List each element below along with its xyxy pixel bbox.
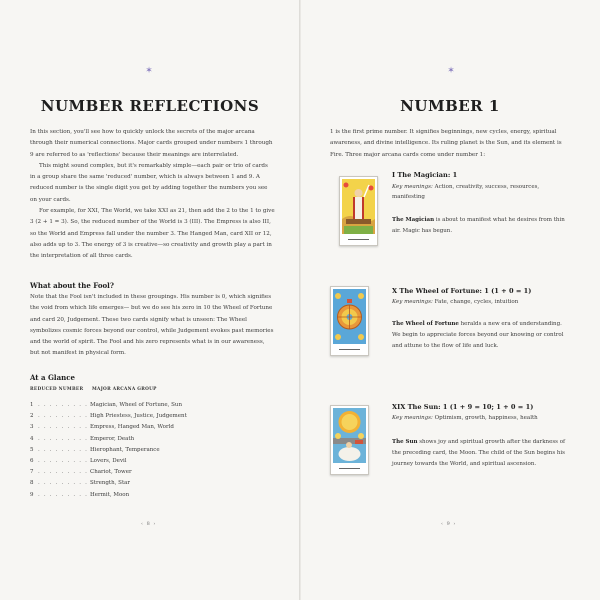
reduced-number: 6 [30, 458, 34, 464]
sun-illustration [333, 408, 366, 463]
magician-title: I The Magician: 1 [392, 171, 458, 179]
leader-dots: . . . . . . . . . . [38, 480, 95, 487]
magician-card-image [339, 176, 378, 246]
col-major-arcana-group: MAJOR ARCANA GROUP [92, 387, 157, 392]
key-meanings-label: Key meanings: [392, 415, 433, 421]
glance-row [30, 402, 182, 412]
sun-name: The Sun [392, 439, 418, 445]
glance-row [30, 458, 127, 468]
glance-heading: At a Glance [30, 373, 75, 382]
reduced-number: 2 [30, 413, 34, 420]
page-number-left: ‹ 8 › [141, 521, 157, 527]
leader-dots: . . . . . . . . . . [38, 435, 95, 442]
fool-text: Note that the Fool isn't included in these groupings. His number is 0, which signifies the void from which life emerges— but we do see his zero in 10 the Wheel of Fortune and card 20, Judgement. These two cards signify what is unseen: The Wheel symbolizes cosmic forces beyond our control, while Judgement evokes past memories and the world of spirit. The Fool and his zero represents what is in our awareness, but not manifest in physical form. [30, 294, 274, 357]
key-meanings-label: Key meanings: [392, 184, 433, 190]
right-page-title: NUMBER 1 [400, 97, 500, 115]
reduced-number: 1 [30, 402, 34, 408]
paragraph-1: In this section, you'll see how to quickly unlock the secrets of the major arcana through their numerical connections. Major cards grouped under numbers 1 through 9 are referred to as 'reflections' because their meanings are interrelated. [30, 129, 273, 158]
glance-row [30, 469, 132, 479]
leader-dots: . . . . . . . . . . [38, 424, 95, 431]
wheel-of-fortune-illustration [333, 289, 366, 344]
glance-row [30, 492, 129, 502]
left-page-title: NUMBER REFLECTIONS [40, 97, 260, 115]
sun-desc-text: shows joy and spiritual growth after the darkness of the preceding card, the Moon. The child of the Sun begins his journey towards the World, and spiritual ascension. [392, 439, 566, 467]
col-reduced-number: REDUCED NUMBER [30, 387, 84, 392]
leader-dots: . . . . . . . . . . [38, 469, 95, 476]
wheel-key-text: Fate, change, cycles, intuition [434, 299, 519, 305]
glance-row [30, 424, 174, 434]
arcana-group: Strength, Star [90, 480, 131, 487]
paragraph-2: This might sound complex, but it's remarkably simple—each pair or trio of cards in a group share the same 'reduced' number, which is always between 1 and 9. A reduced number is the single digit you get by adding together the numbers you see on your cards. [30, 162, 268, 203]
sun-key-text: Optimism, growth, happiness, health [434, 415, 538, 421]
book-gutter [299, 0, 301, 600]
arcana-group: Hierophant, Temperance [90, 446, 160, 453]
key-meanings-label: Key meanings: [392, 299, 433, 305]
arcana-group: Empress, Hanged Man, World [90, 424, 174, 431]
arcana-group: Magician, Wheel of Fortune, Sun [90, 402, 183, 408]
reduced-number: 5 [30, 446, 34, 453]
sun-description [392, 437, 572, 470]
page-number-right: ‹ 9 › [441, 521, 457, 527]
sun-key-meanings [392, 413, 572, 423]
intro-text [30, 127, 275, 263]
glance-row [30, 480, 130, 490]
magician-key-text: Action, creativity, success, resources, manifesting [392, 184, 540, 200]
sun-card-image [330, 405, 369, 475]
glance-row [30, 447, 160, 457]
reduced-number: 7 [30, 469, 34, 476]
sun-title: XIX The Sun: 1 (1 + 9 = 10; 1 + 0 = 1) [392, 403, 534, 411]
reduced-number: 3 [30, 424, 34, 431]
reduced-number: 8 [30, 480, 34, 487]
magician-name: The Magician [392, 217, 435, 223]
star-ornament-icon: ✶ [145, 66, 153, 76]
leader-dots: . . . . . . . . . . [38, 458, 95, 464]
fool-heading: What about the Fool? [30, 281, 114, 290]
arcana-group: Lovers, Devil [90, 458, 127, 464]
wheel-desc-text: heralds a new era of understanding. We begin to appreciate forces beyond our knowing or control and attune to the flow of life and luck. [392, 321, 564, 349]
wheel-name: The Wheel of Fortune [392, 321, 459, 327]
page-number-value: 8 [146, 521, 151, 527]
magician-description [392, 215, 572, 237]
leader-dots: . . . . . . . . . . [38, 413, 95, 420]
star-ornament-icon: ✶ [447, 66, 455, 76]
wheel-of-fortune-card-image [330, 286, 369, 356]
arcana-group: High Priestess, Justice, Judgement [90, 413, 187, 420]
leader-dots: . . . . . . . . . . [38, 446, 95, 453]
magician-illustration [342, 179, 375, 234]
wheel-key-meanings [392, 297, 572, 307]
leader-dots: . . . . . . . . . . [38, 402, 95, 408]
leader-dots: . . . . . . . . . . [38, 491, 95, 498]
wheel-of-fortune-title: X The Wheel of Fortune: 1 (1 + 0 = 1) [392, 287, 532, 295]
arcana-group: Emperor, Death [90, 435, 135, 442]
arcana-group: Hermit, Moon [90, 491, 130, 498]
page-number-value: 9 [446, 521, 451, 527]
reduced-number: 4 [30, 435, 34, 442]
arcana-group: Chariot, Tower [90, 469, 132, 476]
glance-row [30, 413, 187, 423]
magician-key-meanings [392, 182, 572, 202]
glance-row [30, 436, 134, 446]
reduced-number: 9 [30, 491, 34, 498]
magician-desc-text: is about to manifest what he desires from thin air. Magic has begun. [392, 217, 565, 234]
wheel-description [392, 319, 572, 352]
paragraph-3: For example, for XXI, The World, we take XXI as 21, then add the 2 to the 1 to give 3 (2 + 1 = 3). So, the reduced number of the World is 3 (III). The Empress is also III, so the World and Empress fall under the number 3. The Hanged Man, card XII or 12, also adds up to 3. The energy of 3 is creative—so creativity and growth play a part in the interpretation of all three cards. [30, 208, 275, 260]
number-one-intro: 1 is the first prime number. It signifies beginnings, new cycles, energy, spiritual awareness, and divine intelligence. Its ruling planet is the Sun, and its element is Fire. Three major arcana cards come under number 1: [330, 129, 562, 158]
